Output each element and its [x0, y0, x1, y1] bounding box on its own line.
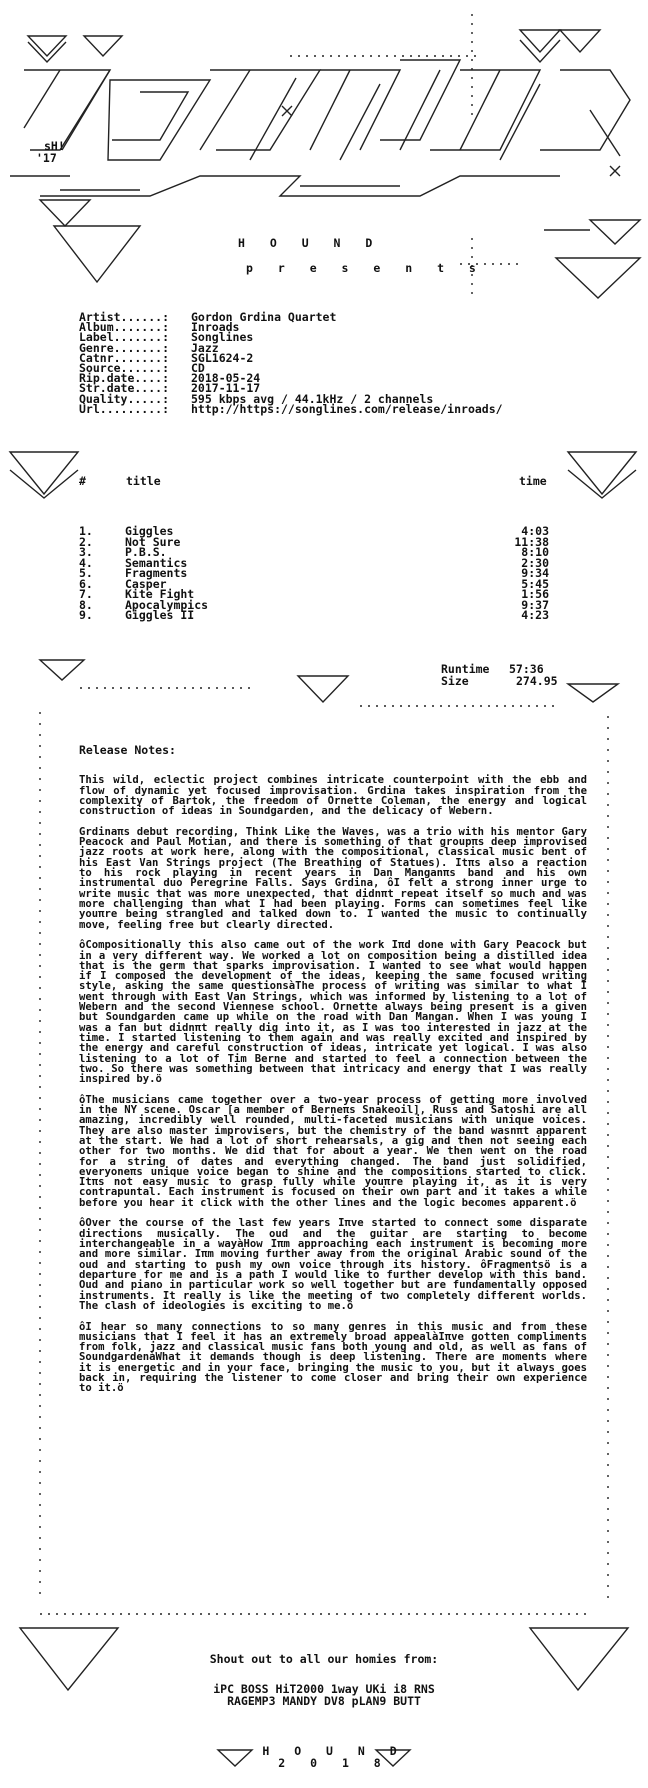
- notes-paragraph: ôI hear so many connections to so many genres in this music and from these musicians that I feel it has an extremely broad appealàIπve gotten compliments from folk, jazz and classical music fans both young and old, as well as fans of SoundgardenàWhat it demands though is deep listening. There are moments where it is energetic and in your face, bringing the music to you, but it always goes back in, requiring the listener to come closer and bring their own experience to it.ö: [79, 1320, 587, 1395]
- info-value: SGL1624-2: [191, 350, 254, 365]
- info-value: http://https://songlines.com/release/inroads/: [191, 401, 503, 416]
- groups-line-2: RAGEMP3 MANDY DV8 pLAN9 BUTT: [227, 1694, 421, 1708]
- brand-name: H O U N D: [238, 236, 382, 250]
- notes-paragraph: Grdinaπs debut recording, Think Like the Waves, was a trio with his mentor Gary Peacock and Paul Motian, and there is something of that groupπs deep improvised jazz roots at work here, along with the compositional, classical music bent of his East Van Strings project (The Breathing of Statues). Itπs also a reaction to his rock playing in recent years in Dan Manganπs band and his own instrumental duo Peregrine Falls. Says Grdina, ôI felt a strong inner urge to write music that was more unexpected, that didnπt repeat itself so much and was more challenging than what I had been playing. Forms can sometimes feel like youπre being strangled and talked down to. I wanted the music to continually move, feeling free but clearly directed.: [79, 825, 587, 931]
- info-key: Album.......:: [79, 320, 170, 335]
- track-title: Kite Fight: [125, 587, 195, 601]
- runtime-label: Runtime: [441, 662, 490, 676]
- track-number: 1.: [79, 524, 93, 538]
- runtime-value: 57:36: [509, 662, 544, 676]
- tracklist-header-num: #: [79, 474, 86, 488]
- notes-paragraph: ôOver the course of the last few years Iπve started to connect some disparate directions musically. The oud and the guitar are starting to become interchangeable in a wayàHow Iπm approaching each instrument is becoming more and more similar. Iπm moving further away from the original Arabic sound of the oud and starting to push my own voice through its history. ôFragmentsö is a departure for me and is a path I would like to further develop with this band. Oud and piano in particular work so well together but are fundamentally opposed instruments. It really is like the meeting of two completely different worlds. The clash of ideologies is exciting to me.ö: [79, 1217, 587, 1312]
- track-time: 9:37: [521, 597, 549, 612]
- track-time: 8:10: [521, 545, 549, 559]
- notes-paragraph: This wild, eclectic project combines intricate counterpoint with the ebb and flow of dynamic yet focused improvisation. Grdina takes inspiration from the complexity of Bartok, the freedom of Ornette Coleman, the energy and logical construction of ideas in Soundgarden, and the delicacy of Webern.: [79, 774, 587, 818]
- track-number: 2.: [79, 534, 93, 549]
- track-time: 1:56: [521, 587, 549, 601]
- track-number: 8.: [79, 597, 93, 612]
- info-value: Songlines: [191, 330, 254, 345]
- tracklist-header-title: title: [126, 474, 161, 488]
- track-title: Apocalympics: [125, 597, 209, 612]
- release-notes: [79, 745, 587, 1404]
- info-value: 2018-05-24: [191, 371, 261, 386]
- track-number: 5.: [79, 566, 93, 580]
- info-key: Rip.date....:: [79, 371, 170, 386]
- track-row: [79, 610, 549, 621]
- info-value: 595 kbps avg / 44.1kHz / 2 channels: [191, 391, 434, 406]
- info-key: Label.......:: [79, 330, 170, 345]
- info-key: Quality.....:: [79, 391, 170, 406]
- presents-text: p r e s e n t s: [246, 261, 485, 275]
- info-value: Inroads: [191, 320, 240, 335]
- info-key: Catnr.......:: [79, 350, 170, 365]
- tag-line-1: sH!: [44, 139, 65, 153]
- track-time: 11:38: [514, 534, 549, 549]
- track-time: 4:03: [521, 524, 549, 538]
- size-label: Size: [441, 674, 469, 688]
- track-title: Fragments: [125, 566, 188, 580]
- info-value: Gordon Grdina Quartet: [191, 310, 337, 324]
- footer-year: 2 0 1 8: [278, 1756, 390, 1770]
- tracklist: [79, 526, 549, 621]
- track-number: 7.: [79, 587, 93, 601]
- track-time: 4:23: [521, 608, 549, 622]
- shoutout-line: Shout out to all our homies from:: [209, 1652, 439, 1666]
- info-value: Jazz: [191, 340, 219, 355]
- hound-logo-art: [10, 14, 640, 300]
- info-key: Source......:: [79, 360, 170, 375]
- track-number: 3.: [79, 545, 93, 559]
- track-title: Giggles II: [125, 608, 195, 622]
- track-number: 9.: [79, 608, 93, 622]
- track-title: Not Sure: [125, 534, 181, 549]
- track-number: 6.: [79, 576, 93, 591]
- tag-line-2: '17: [36, 151, 57, 165]
- track-title: Casper: [125, 576, 167, 591]
- size-value: 274.95: [516, 674, 558, 688]
- info-row: [79, 401, 503, 416]
- track-time: 2:30: [521, 555, 549, 570]
- track-title: Semantics: [125, 555, 188, 570]
- release-info: [79, 312, 503, 414]
- info-key: Url.........:: [79, 401, 170, 416]
- groups-line-1: iPC BOSS HiT2000 1way UKi i8 RNS: [213, 1682, 435, 1696]
- track-time: 5:45: [521, 576, 549, 591]
- notes-heading: Release Notes:: [79, 743, 176, 757]
- info-value: 2017-11-17: [191, 381, 261, 396]
- footer-brand: H O U N D: [262, 1744, 406, 1758]
- notes-paragraph: ôCompositionally this also came out of the work Iπd done with Gary Peacock but in a very different way. We worked a lot on composition being a distilled idea that is the germ that sparks improvisation. I wanted to see what would happen if I composed the development of the ideas, keeping the same focused writing style, asking the same questionsàThe process of writing was similar to what I went through with East Van Strings, which was informed by listening to a lot of Webern and the second Viennese school. Ornette always being present is a given but Soundgarden came up while on the road with Dan Mangan. When I was young I was a fan but didnπt really dig into it, as I was too interested in jazz at the time. I started listening to them again and was really excited and inspired by the energy and careful construction of ideas, intricate yet logical. I was also listening to a lot of Tim Berne and started to feel a connection between the two. So there was something between that intricacy and energy that I was really inspired by.ö: [79, 939, 587, 1086]
- info-key: Artist......:: [79, 310, 170, 324]
- track-title: P.B.S.: [125, 545, 167, 559]
- notes-paragraph: ôThe musicians came together over a two-year process of getting more involved in the NY scene. Oscar [a member of Berneπs Snakeoil], Russ and Satoshi are all amazing, incredibly well rounded, multi-faceted musicians with unique voices. They are also master improvisers, but the chemistry of the band wasnπt apparent at the start. We had a lot of short rehearsals, a gig and then not seeing each other for two months. We did that for about a year. We then went on the road for a string of dates and everything changed. The band just solidified, everyoneπs unique voice began to shine and the compositions started to click. Itπs not easy music to grasp fully while youπre playing it, as it is very contrapuntal. Each instrument is focused on their own part and it takes a while before you hear it click with the other lines and the logic becomes apparent.ö: [79, 1093, 587, 1209]
- tracklist-header-time: time: [519, 474, 547, 488]
- info-value: CD: [191, 360, 205, 375]
- info-key: Str.date....:: [79, 381, 170, 396]
- info-key: Genre.......:: [79, 340, 170, 355]
- track-title: Giggles: [125, 524, 174, 538]
- track-number: 4.: [79, 555, 93, 570]
- track-time: 9:34: [521, 566, 549, 580]
